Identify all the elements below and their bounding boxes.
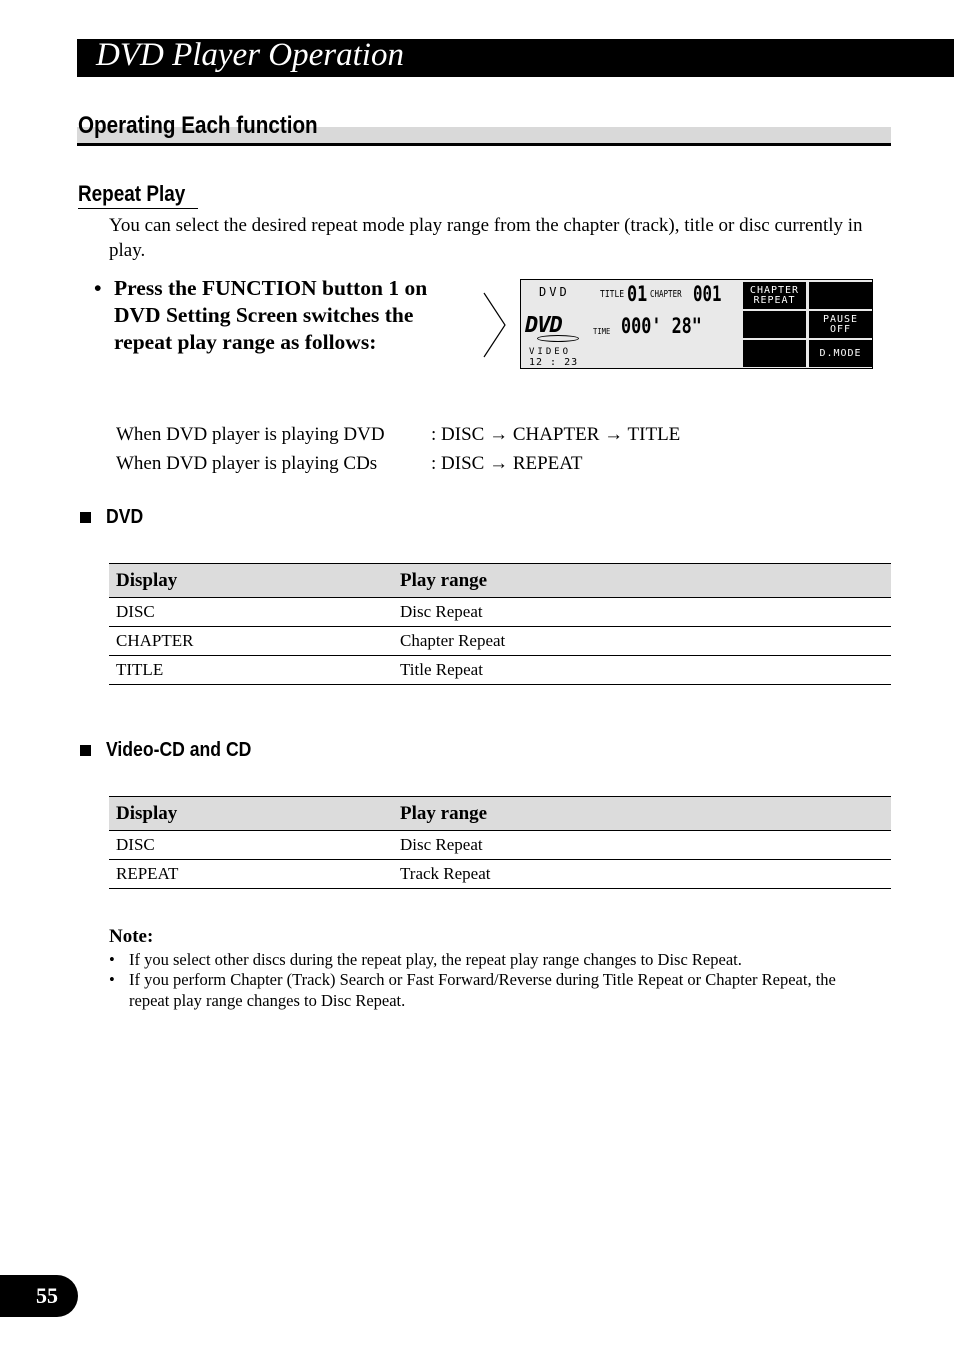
source-label: DVD xyxy=(539,285,570,299)
table-row xyxy=(109,627,891,656)
pause-off-button: PAUSE OFF xyxy=(809,311,872,338)
cd-section-title: Video-CD and CD xyxy=(106,739,252,761)
column-header: Play range xyxy=(393,564,891,598)
cd-repeat-table xyxy=(109,796,891,889)
table-row xyxy=(109,656,891,685)
column-header: Display xyxy=(109,564,393,598)
note-title: Note: xyxy=(109,926,154,947)
page-number: 55 xyxy=(36,1283,58,1308)
mode-sequence-dvd: : DISC → CHAPTER → TITLE xyxy=(431,424,681,445)
note-item: If you perform Chapter (Track) Search or Fast Forward/Reverse during Title Repeat or Chapter Repeat, the repeat play range changes to Disc Repeat. xyxy=(129,970,836,1010)
note-item: If you select other discs during the repeat play, the repeat play range changes to Disc Repeat. xyxy=(129,950,742,969)
instruction-text: Press the FUNCTION button 1 on DVD Setting Screen switches the repeat play range as follows: xyxy=(114,276,428,354)
chapter-number: 001 xyxy=(693,282,722,306)
mode-sequence-cd: : DISC → REPEAT xyxy=(431,453,583,474)
disc-icon xyxy=(537,335,579,342)
page-title: DVD Player Operation xyxy=(96,37,404,73)
dvd-setting-screen-illustration xyxy=(520,279,873,369)
square-bullet-icon xyxy=(80,745,91,756)
square-bullet-icon xyxy=(80,512,91,523)
table-cell: DISC xyxy=(109,598,393,627)
section-heading-rule xyxy=(77,143,891,146)
pointer-arrow-icon xyxy=(481,292,509,358)
table-cell: Track Repeat xyxy=(393,860,891,889)
bullet-icon: • xyxy=(94,276,102,300)
blank-button-1 xyxy=(809,282,872,309)
blank-button-3 xyxy=(743,340,806,367)
subsection-title: Repeat Play xyxy=(78,181,186,206)
chapter-label: CHAPTER xyxy=(650,289,682,300)
elapsed-time: 000' 28" xyxy=(621,314,702,338)
mode-label-dvd: When DVD player is playing DVD xyxy=(116,424,385,445)
clock: 12 : 23 xyxy=(529,357,579,368)
column-header: Play range xyxy=(393,797,891,831)
table-cell: Disc Repeat xyxy=(393,831,891,860)
dvd-logo-text: DVD xyxy=(525,313,562,338)
chapter-repeat-button: CHAPTER REPEAT xyxy=(743,282,806,309)
section-title: Operating Each function xyxy=(78,112,318,139)
table-cell: Title Repeat xyxy=(393,656,891,685)
table-row xyxy=(109,860,891,889)
dvd-section-title: DVD xyxy=(106,506,144,528)
d-mode-button: D.MODE xyxy=(809,340,872,367)
video-label: VIDEO xyxy=(529,347,572,357)
column-header: Display xyxy=(109,797,393,831)
bullet-icon: • xyxy=(109,970,115,989)
dvd-repeat-table xyxy=(109,563,891,685)
table-cell: TITLE xyxy=(109,656,393,685)
table-cell: Chapter Repeat xyxy=(393,627,891,656)
table-header-row xyxy=(109,797,891,831)
table-row xyxy=(109,598,891,627)
table-header-row xyxy=(109,564,891,598)
table-cell: CHAPTER xyxy=(109,627,393,656)
table-cell: DISC xyxy=(109,831,393,860)
table-cell: REPEAT xyxy=(109,860,393,889)
time-label: TIME xyxy=(593,327,611,336)
intro-paragraph: You can select the desired repeat mode play range from the chapter (track), title or disc currently in play. xyxy=(109,215,863,261)
blank-button-2 xyxy=(743,311,806,338)
title-label: TITLE xyxy=(600,289,625,300)
table-row xyxy=(109,831,891,860)
mode-label-cd: When DVD player is playing CDs xyxy=(116,453,378,474)
bullet-icon: • xyxy=(109,950,115,969)
table-cell: Disc Repeat xyxy=(393,598,891,627)
subsection-underline xyxy=(78,208,198,209)
title-number: 01 xyxy=(627,282,648,306)
